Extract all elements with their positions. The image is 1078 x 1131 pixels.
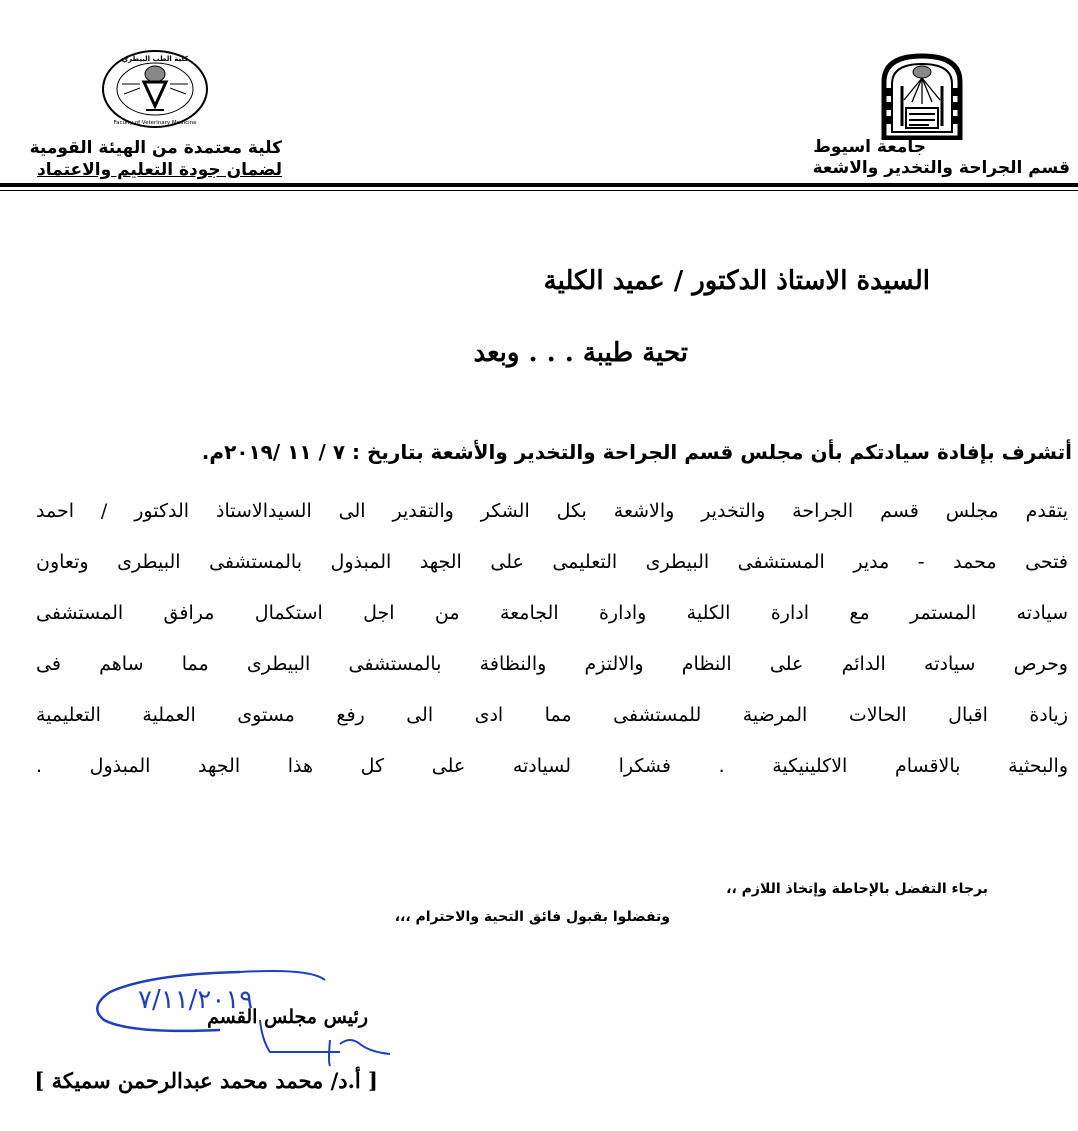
letter-body <box>36 490 1068 796</box>
body-line: زيادة اقبال الحالات المرضية للمستشفى مما ادى الى رفع مستوى العملية التعليمية <box>36 704 1068 726</box>
body-line: وحرص سيادته الدائم على النظام والالتزم والنظافة بالمستشفى البيطرى مما ساهم فى <box>36 653 1068 675</box>
greeting: تحية طيبة . . . وبعد <box>473 338 688 368</box>
closing-request: برجاء التفضل بالإحاطة وإتخاذ اللازم ،، <box>726 881 988 897</box>
body-line: والبحثية بالاقسام الاكلينيكية . فشكرا لسيادته على كل هذا الجهد المبذول . <box>36 755 1068 777</box>
addressee: السيدة الاستاذ الدكتور / عميد الكلية <box>543 266 930 296</box>
closing-regards: وتفضلوا بقبول فائق التحية والاحترام ،،، <box>394 909 670 925</box>
university-name: جامعة اسيوط <box>813 137 926 157</box>
department-name: قسم الجراحة والتخدير والاشعة <box>812 158 1070 178</box>
university-logo <box>878 52 966 140</box>
header-divider-thick <box>0 183 1078 187</box>
intro-line: أتشرف بإفادة سيادتكم بأن مجلس قسم الجراحة والتخدير والأشعة بتاريخ : ٧ / ١١ /٢٠١٩م. <box>201 440 1072 464</box>
seal-english-text: Faculty of Veterinary Medicine <box>113 120 197 126</box>
signature-title: رئيس مجلس القسم <box>207 1006 368 1028</box>
body-line: فتحى محمد - مدير المستشفى البيطرى التعليمى على الجهد المبذول بالمستشفى البيطرى وتعاون <box>36 551 1068 573</box>
header-divider-thin <box>0 190 1078 191</box>
faculty-of-veterinary-medicine-seal-icon <box>100 48 210 130</box>
accreditation-line-1: كلية معتمدة من الهيئة القومية <box>29 138 282 158</box>
body-line: يتقدم مجلس قسم الجراحة والتخدير والاشعة بكل الشكر والتقدير الى السيدالاستاذ الدكتور / احمد <box>36 500 1068 522</box>
body-line: سيادته المستمر مع ادارة الكلية وادارة الجامعة من اجل استكمال مرافق المستشفى <box>36 602 1068 624</box>
assiut-university-logo-icon <box>878 52 966 140</box>
signature-date: ٧/١١/٢٠١٩ <box>138 985 254 1015</box>
accreditation-line-2: لضمان جودة التعليم والاعتماد <box>37 160 282 180</box>
signatory-name: [ أ.د/ محمد محمد عبدالرحمن سميكة ] <box>34 1068 378 1093</box>
faculty-seal <box>100 48 210 130</box>
seal-arabic-text: كلية الطب البيطري <box>121 55 189 63</box>
